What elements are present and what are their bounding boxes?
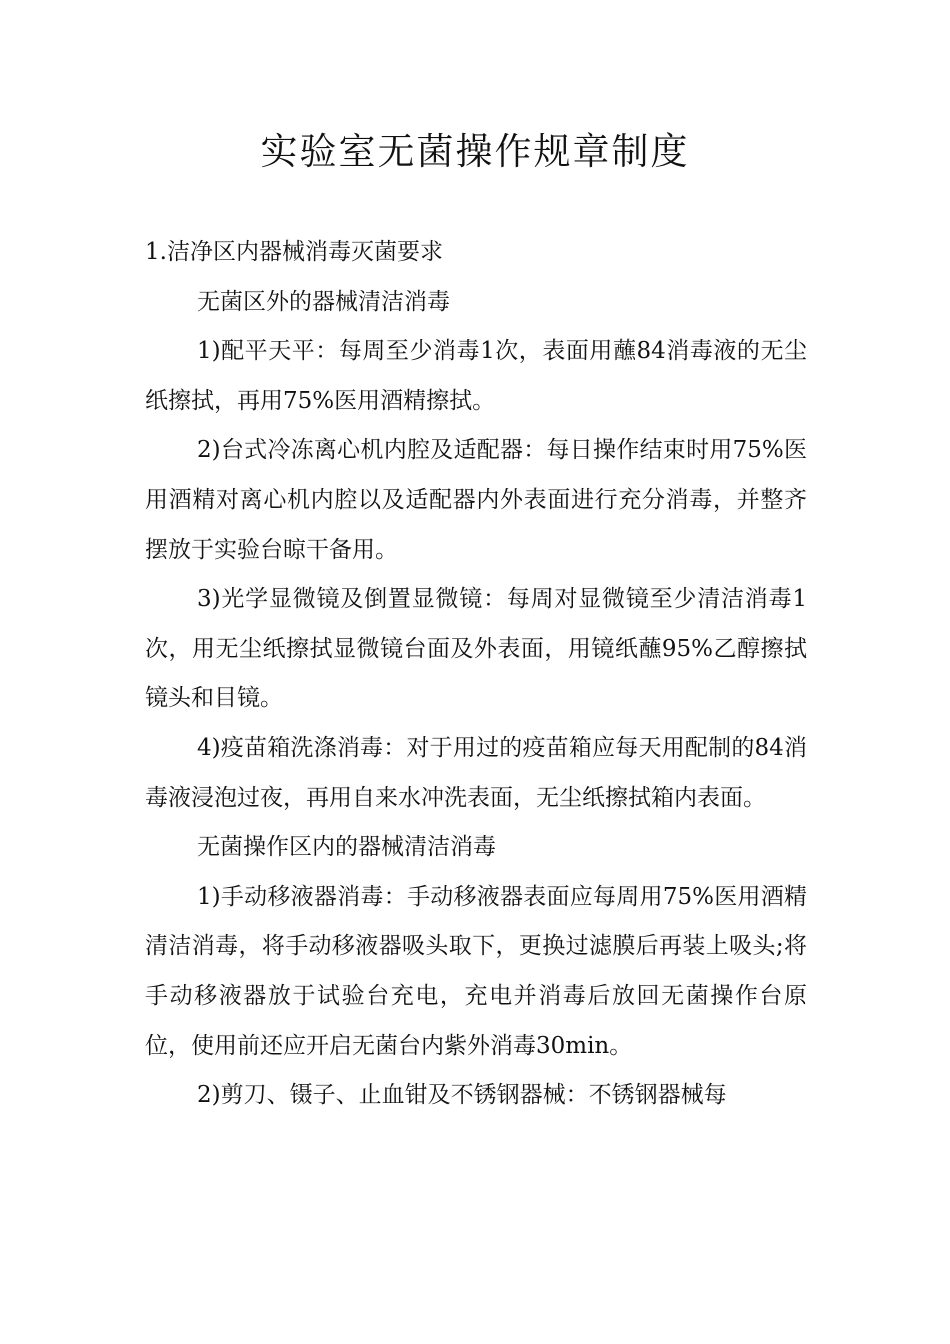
list-item: 1)手动移液器消毒：手动移液器表面应每周用75%医用酒精清洁消毒，将手动移液器吸头取下，更换过滤膜后再装上吸头;将手动移液器放于试验台充电，充电并消毒后放回无菌操作台原位，使用前还应开启无菌台内紫外消毒30min。 bbox=[145, 883, 807, 1059]
document-body bbox=[145, 228, 807, 1121]
list-item: 1)配平天平：每周至少消毒1次，表面用蘸84消毒液的无尘纸擦拭，再用75%医用酒精擦拭。 bbox=[145, 338, 807, 414]
subsection-heading: 无菌区外的器械清洁消毒 bbox=[197, 288, 450, 315]
list-item: 4)疫苗箱洗涤消毒：对于用过的疫苗箱应每天用配制的84消毒液浸泡过夜，再用自来水冲洗表面，无尘纸擦拭箱内表面。 bbox=[145, 734, 807, 811]
list-item: 3)光学显微镜及倒置显微镜：每周对显微镜至少清洁消毒1次，用无尘纸擦拭显微镜台面及外表面，用镜纸蘸95%乙醇擦拭镜头和目镜。 bbox=[145, 586, 807, 712]
subsection-heading: 无菌操作区内的器械清洁消毒 bbox=[197, 834, 496, 861]
document-title: 实验室无菌操作规章制度 bbox=[260, 130, 690, 173]
list-item: 2)台式冷冻离心机内腔及适配器：每日操作结束时用75%医用酒精对离心机内腔以及适配器内外表面进行充分消毒，并整齐摆放于实验台晾干备用。 bbox=[145, 437, 807, 563]
list-item: 2)剪刀、镊子、止血钳及不锈钢器械：不锈钢器械每 bbox=[197, 1082, 727, 1109]
section-heading: 1.洁净区内器械消毒灭菌要求 bbox=[145, 239, 443, 265]
